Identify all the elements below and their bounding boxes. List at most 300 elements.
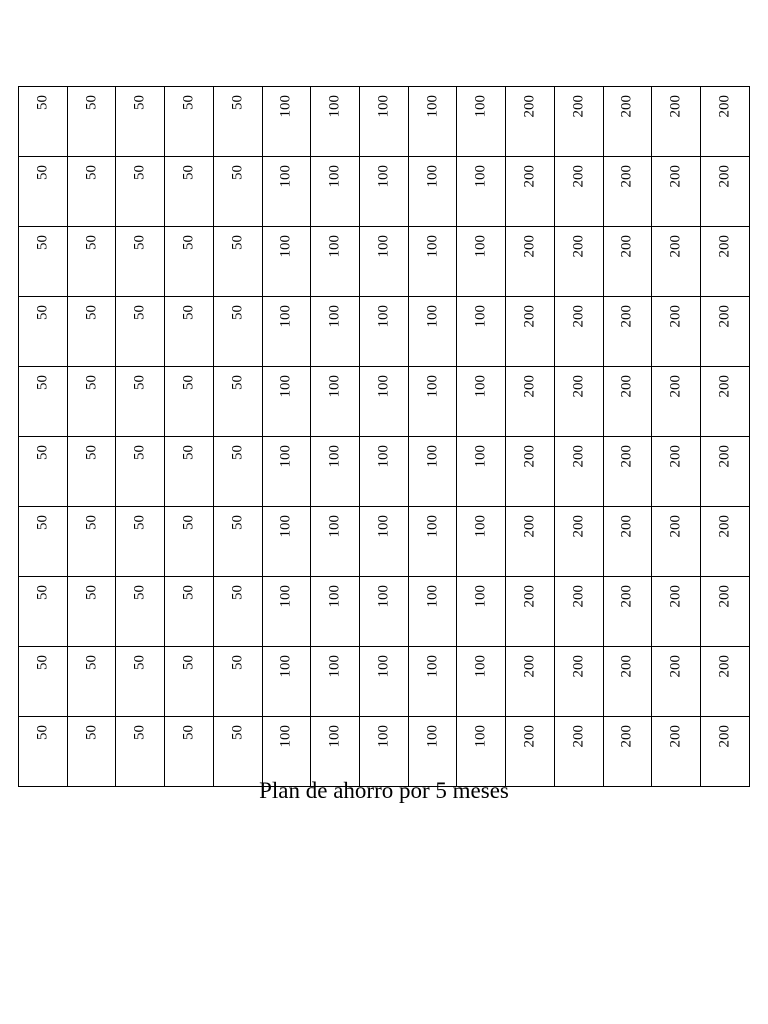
savings-cell [311,297,360,367]
amount-label: 100 [424,95,441,118]
amount-label: 100 [424,305,441,328]
amount-label: 200 [521,445,538,468]
amount-label: 200 [667,235,684,258]
grid-row [19,367,750,437]
amount-label: 100 [277,515,294,538]
savings-cell [360,157,409,227]
savings-cell [554,717,603,787]
savings-cell [67,227,116,297]
savings-cell [311,157,360,227]
savings-cell [652,297,701,367]
savings-cell [408,507,457,577]
amount-label: 50 [34,445,51,460]
savings-cell [19,367,68,437]
savings-cell [311,717,360,787]
savings-cell [701,297,750,367]
amount-label: 50 [180,655,197,670]
savings-cell [554,647,603,717]
savings-cell [19,437,68,507]
amount-label: 50 [34,165,51,180]
savings-grid [18,86,750,787]
savings-cell [165,717,214,787]
savings-cell [116,437,165,507]
savings-cell [457,717,506,787]
amount-label: 100 [424,375,441,398]
amount-label: 50 [229,95,246,110]
amount-label: 200 [521,165,538,188]
savings-cell [652,437,701,507]
amount-label: 50 [131,445,148,460]
savings-cell [457,507,506,577]
savings-cell [360,367,409,437]
savings-cell [19,647,68,717]
amount-label: 200 [618,375,635,398]
savings-cell [213,87,262,157]
amount-label: 200 [521,95,538,118]
amount-label: 200 [570,375,587,398]
amount-label: 100 [277,375,294,398]
amount-label: 100 [375,725,392,748]
amount-label: 50 [34,585,51,600]
grid-row [19,577,750,647]
savings-cell [603,717,652,787]
savings-cell [701,717,750,787]
savings-cell [360,717,409,787]
savings-cell [67,647,116,717]
savings-cell [165,157,214,227]
savings-cell [457,647,506,717]
amount-label: 100 [326,235,343,258]
amount-label: 100 [424,585,441,608]
amount-label: 50 [131,655,148,670]
amount-label: 100 [277,445,294,468]
amount-label: 50 [131,585,148,600]
savings-cell [652,717,701,787]
amount-label: 50 [131,95,148,110]
amount-label: 200 [618,235,635,258]
savings-cell [603,507,652,577]
amount-label: 100 [472,655,489,678]
plan-caption: Plan de ahorro por 5 meses [259,778,509,803]
amount-label: 100 [375,515,392,538]
savings-cell [701,367,750,437]
savings-cell [213,367,262,437]
amount-label: 100 [375,305,392,328]
savings-cell [311,87,360,157]
savings-cell [652,647,701,717]
amount-label: 50 [34,515,51,530]
amount-label: 200 [570,305,587,328]
amount-label: 100 [375,655,392,678]
savings-cell [457,297,506,367]
savings-cell [262,367,311,437]
savings-cell [165,227,214,297]
amount-label: 50 [229,305,246,320]
amount-label: 100 [424,235,441,258]
savings-cell [360,87,409,157]
savings-cell [19,507,68,577]
amount-label: 200 [618,655,635,678]
amount-label: 100 [375,585,392,608]
savings-cell [213,157,262,227]
amount-label: 200 [570,235,587,258]
savings-cell [554,437,603,507]
amount-label: 200 [716,235,733,258]
amount-label: 200 [570,95,587,118]
amount-label: 50 [180,235,197,250]
savings-cell [213,507,262,577]
amount-label: 200 [570,725,587,748]
savings-cell [408,577,457,647]
savings-cell [213,717,262,787]
amount-label: 200 [716,445,733,468]
savings-cell [311,227,360,297]
savings-cell [554,157,603,227]
amount-label: 200 [618,725,635,748]
amount-label: 50 [229,725,246,740]
savings-cell [262,437,311,507]
amount-label: 200 [570,165,587,188]
grid-row [19,647,750,717]
amount-label: 50 [131,725,148,740]
amount-label: 200 [618,515,635,538]
amount-label: 50 [34,725,51,740]
amount-label: 50 [229,655,246,670]
savings-cell [603,577,652,647]
amount-label: 200 [521,585,538,608]
grid-row [19,157,750,227]
amount-label: 100 [472,165,489,188]
amount-label: 100 [424,165,441,188]
amount-label: 100 [375,445,392,468]
amount-label: 50 [180,515,197,530]
savings-cell [165,507,214,577]
amount-label: 100 [472,515,489,538]
amount-label: 100 [277,95,294,118]
amount-label: 100 [472,445,489,468]
savings-cell [457,367,506,437]
amount-label: 50 [131,375,148,390]
savings-cell [19,157,68,227]
savings-cell [262,227,311,297]
amount-label: 200 [716,585,733,608]
savings-cell [603,87,652,157]
amount-label: 200 [667,585,684,608]
savings-cell [457,577,506,647]
amount-label: 50 [83,725,100,740]
amount-label: 100 [326,165,343,188]
savings-cell [701,227,750,297]
savings-cell [67,367,116,437]
amount-label: 100 [326,585,343,608]
amount-label: 50 [229,375,246,390]
savings-cell [408,297,457,367]
amount-label: 50 [131,515,148,530]
savings-cell [360,227,409,297]
amount-label: 50 [180,305,197,320]
amount-label: 200 [570,515,587,538]
amount-label: 50 [131,235,148,250]
savings-cell [457,437,506,507]
amount-label: 100 [472,375,489,398]
savings-cell [19,297,68,367]
amount-label: 100 [277,305,294,328]
amount-label: 50 [83,165,100,180]
savings-cell [67,297,116,367]
savings-cell [652,227,701,297]
amount-label: 200 [618,165,635,188]
amount-label: 100 [326,515,343,538]
savings-cell [360,647,409,717]
grid-row [19,437,750,507]
amount-label: 200 [618,585,635,608]
savings-cell [408,437,457,507]
amount-label: 50 [34,95,51,110]
amount-label: 200 [570,655,587,678]
savings-cell [67,577,116,647]
amount-label: 100 [326,375,343,398]
savings-cell [19,717,68,787]
amount-label: 50 [83,445,100,460]
amount-label: 50 [229,585,246,600]
amount-label: 50 [180,165,197,180]
savings-cell [554,367,603,437]
amount-label: 50 [229,445,246,460]
savings-cell [506,577,555,647]
amount-label: 100 [277,585,294,608]
amount-label: 50 [229,515,246,530]
savings-cell [19,87,68,157]
savings-cell [19,577,68,647]
savings-cell [506,717,555,787]
savings-cell [506,507,555,577]
amount-label: 50 [83,585,100,600]
savings-cell [262,717,311,787]
amount-label: 100 [424,655,441,678]
amount-label: 200 [716,725,733,748]
amount-label: 50 [83,655,100,670]
savings-cell [262,577,311,647]
amount-label: 50 [180,725,197,740]
savings-cell [701,157,750,227]
amount-label: 50 [180,375,197,390]
savings-cell [213,577,262,647]
savings-cell [165,297,214,367]
amount-label: 200 [521,235,538,258]
amount-label: 50 [83,95,100,110]
amount-label: 100 [326,655,343,678]
amount-label: 200 [667,375,684,398]
savings-cell [457,87,506,157]
amount-label: 200 [667,305,684,328]
grid-row [19,717,750,787]
amount-label: 200 [618,445,635,468]
amount-label: 200 [570,445,587,468]
amount-label: 50 [180,445,197,460]
savings-cell [360,507,409,577]
savings-cell [652,157,701,227]
amount-label: 200 [521,375,538,398]
amount-label: 100 [326,725,343,748]
grid-row [19,87,750,157]
amount-label: 100 [277,725,294,748]
savings-cell [506,157,555,227]
savings-cell [311,437,360,507]
savings-cell [213,227,262,297]
savings-cell [213,647,262,717]
savings-cell [116,507,165,577]
amount-label: 50 [34,375,51,390]
savings-cell [603,437,652,507]
savings-cell [603,157,652,227]
savings-cell [311,647,360,717]
grid-row [19,507,750,577]
amount-label: 200 [716,305,733,328]
savings-cell [701,507,750,577]
savings-cell [701,437,750,507]
amount-label: 50 [131,165,148,180]
amount-label: 50 [83,515,100,530]
amount-label: 50 [229,165,246,180]
amount-label: 200 [521,725,538,748]
amount-label: 50 [34,655,51,670]
amount-label: 100 [472,235,489,258]
savings-cell [408,647,457,717]
amount-label: 100 [375,375,392,398]
savings-cell [408,717,457,787]
savings-cell [19,227,68,297]
amount-label: 100 [277,235,294,258]
amount-label: 100 [375,235,392,258]
savings-cell [262,297,311,367]
savings-cell [165,647,214,717]
savings-cell [554,227,603,297]
savings-cell [603,227,652,297]
amount-label: 100 [375,95,392,118]
savings-cell [262,507,311,577]
savings-cell [360,297,409,367]
savings-cell [554,87,603,157]
amount-label: 100 [472,95,489,118]
amount-label: 200 [716,515,733,538]
savings-cell [408,157,457,227]
savings-cell [506,227,555,297]
amount-label: 50 [34,305,51,320]
savings-cell [67,507,116,577]
savings-cell [554,577,603,647]
savings-cell [457,227,506,297]
savings-cell [506,367,555,437]
savings-cell [165,367,214,437]
savings-cell [262,647,311,717]
amount-label: 100 [472,305,489,328]
amount-label: 200 [667,95,684,118]
savings-cell [701,647,750,717]
amount-label: 200 [521,305,538,328]
savings-cell [67,437,116,507]
savings-cell [213,437,262,507]
amount-label: 200 [716,165,733,188]
savings-cell [506,647,555,717]
savings-cell [701,87,750,157]
amount-label: 200 [570,585,587,608]
savings-cell [116,87,165,157]
savings-cell [311,367,360,437]
amount-label: 200 [716,375,733,398]
amount-label: 200 [667,725,684,748]
amount-label: 100 [424,515,441,538]
grid-row [19,227,750,297]
amount-label: 100 [424,445,441,468]
savings-cell [360,437,409,507]
savings-cell [554,507,603,577]
savings-cell [603,297,652,367]
savings-cell [506,87,555,157]
savings-cell [165,437,214,507]
amount-label: 200 [667,165,684,188]
savings-cell [165,87,214,157]
amount-label: 50 [83,375,100,390]
savings-cell [165,577,214,647]
savings-cell [603,367,652,437]
savings-cell [652,87,701,157]
savings-cell [408,367,457,437]
savings-cell [67,87,116,157]
savings-cell [701,577,750,647]
amount-label: 100 [326,305,343,328]
savings-cell [116,647,165,717]
savings-cell [116,227,165,297]
savings-cell [506,437,555,507]
savings-cell [311,507,360,577]
amount-label: 100 [472,585,489,608]
amount-label: 200 [618,305,635,328]
savings-cell [554,297,603,367]
amount-label: 50 [229,235,246,250]
savings-cell [116,717,165,787]
savings-cell [262,87,311,157]
savings-cell [116,297,165,367]
amount-label: 200 [667,515,684,538]
amount-label: 100 [326,445,343,468]
amount-label: 200 [521,655,538,678]
savings-cell [67,157,116,227]
amount-label: 200 [667,445,684,468]
amount-label: 50 [83,235,100,250]
amount-label: 50 [131,305,148,320]
amount-label: 200 [618,95,635,118]
savings-cell [116,577,165,647]
amount-label: 50 [83,305,100,320]
savings-cell [652,367,701,437]
amount-label: 200 [716,655,733,678]
amount-label: 100 [277,655,294,678]
amount-label: 100 [472,725,489,748]
savings-cell [408,87,457,157]
amount-label: 200 [667,655,684,678]
savings-cell [408,227,457,297]
amount-label: 100 [375,165,392,188]
grid-row [19,297,750,367]
savings-cell [652,507,701,577]
savings-cell [652,577,701,647]
amount-label: 50 [180,95,197,110]
amount-label: 100 [326,95,343,118]
savings-cell [116,367,165,437]
amount-label: 200 [716,95,733,118]
savings-cell [213,297,262,367]
amount-label: 50 [180,585,197,600]
